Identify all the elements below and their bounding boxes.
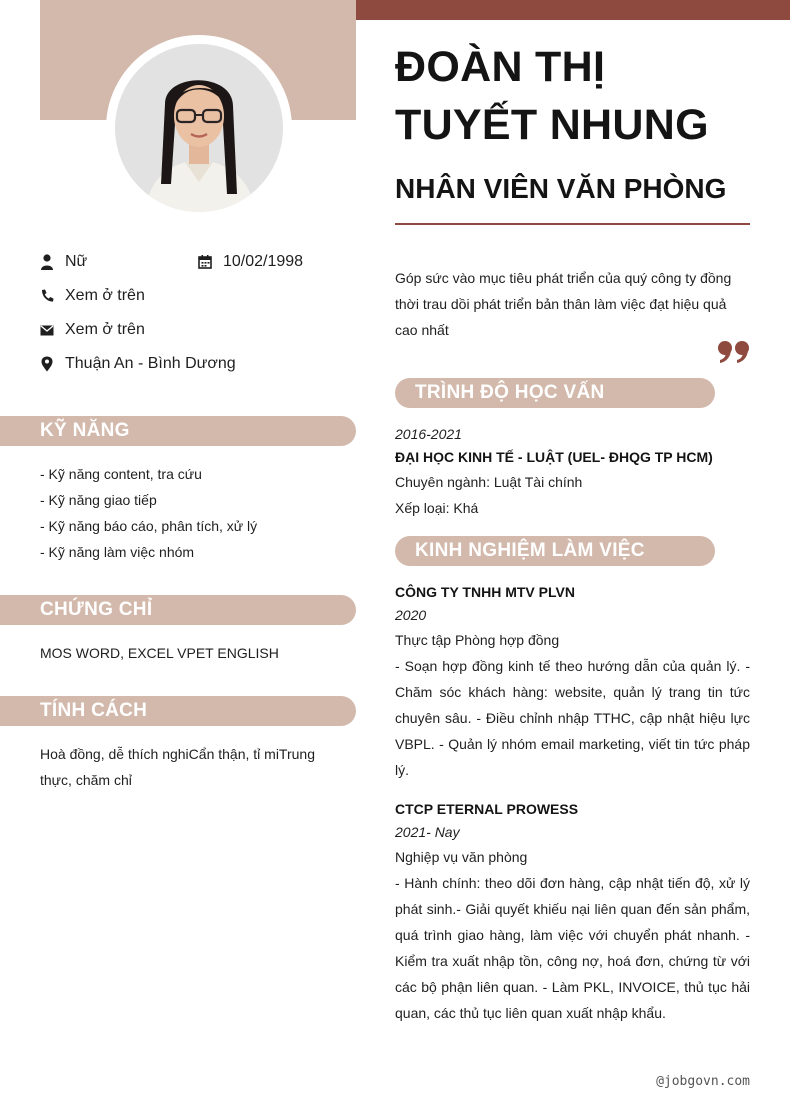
email-value: Xem ở trên xyxy=(65,321,145,338)
job-role: Thực tập Phòng hợp đồng xyxy=(395,632,560,648)
address-value: Thuận An - Bình Dương xyxy=(65,355,236,372)
education-major: Chuyên ngành: Luật Tài chính xyxy=(395,474,583,490)
personality-title: TÍNH CÁCH xyxy=(40,700,148,721)
skill-item: - Kỹ năng content, tra cứu xyxy=(40,466,202,482)
education-school: ĐẠI HỌC KINH TẾ - LUẬT (UEL- ĐHQG TP HCM) xyxy=(395,449,713,465)
job-description: - Soạn hợp đồng kinh tế theo hướng dẫn của quản lý. - Chăm sóc khách hàng: website, quản lý trang tin tức chuyên sâu. - Điều chỉnh nhập TTHC, cập nhật hiệu lực VBPL. - Quản lý nhóm email marketing, viết tin tức pháp lý. xyxy=(395,658,750,778)
education-period: 2016-2021 xyxy=(395,426,462,442)
education-grade: Xếp loại: Khá xyxy=(395,500,479,516)
skill-item: - Kỹ năng giao tiếp xyxy=(40,492,157,508)
watermark: @jobgovn.com xyxy=(656,1074,750,1089)
job-description: - Hành chính: theo dõi đơn hàng, cập nhật tiến độ, xử lý phát sinh.- Giải quyết khiếu nại liên quan đến sản phẩm, quá trình giao hàng, làm việc với chuyển phát nhanh. - Kiểm tra xuất nhập tồn, công nợ, hoá đơn, chứng từ với các bộ phận liên quan. - Làm PKL, INVOICE, thủ tục hải quan, các thủ tục liên quan xuất nhập khẩu. xyxy=(395,875,750,1021)
name-line-2: TUYẾT NHUNG xyxy=(395,101,709,149)
name-line-1: ĐOÀN THỊ xyxy=(395,43,606,91)
certificates-section-header xyxy=(0,595,356,625)
avatar xyxy=(106,35,292,221)
envelope-icon xyxy=(40,322,54,338)
skill-item: - Kỹ năng làm việc nhóm xyxy=(40,544,195,560)
experience-title: KINH NGHIỆM LÀM VIỆC xyxy=(415,540,645,561)
job-period: 2021- Nay xyxy=(395,824,460,840)
job-title: NHÂN VIÊN VĂN PHÒNG xyxy=(395,173,727,204)
skill-item: - Kỹ năng báo cáo, phân tích, xử lý xyxy=(40,518,258,534)
education-title: TRÌNH ĐỘ HỌC VẤN xyxy=(415,382,605,403)
job-company: CÔNG TY TNHH MTV PLVN xyxy=(395,584,575,600)
calendar-icon xyxy=(198,254,212,270)
title-divider xyxy=(395,223,750,225)
birthday-value: 10/02/1998 xyxy=(223,253,304,270)
full-name xyxy=(395,38,755,154)
job-period: 2020 xyxy=(395,607,427,623)
location-pin-icon xyxy=(40,356,54,372)
job-company: CTCP ETERNAL PROWESS xyxy=(395,801,579,817)
skills-section-header xyxy=(0,416,356,446)
experience-section-header xyxy=(395,536,715,566)
phone-icon xyxy=(40,288,54,304)
education-section-header xyxy=(395,378,715,408)
gender-value: Nữ xyxy=(65,253,88,270)
profile-photo xyxy=(115,44,283,212)
skills-list xyxy=(40,461,340,565)
certificates-text: MOS WORD, EXCEL VPET ENGLISH xyxy=(40,645,279,661)
skills-title: KỸ NĂNG xyxy=(40,420,130,441)
user-icon xyxy=(40,254,54,270)
personality-section-header xyxy=(0,696,356,726)
top-accent-bar xyxy=(356,0,790,20)
certificates-title: CHỨNG CHỈ xyxy=(40,599,153,620)
quote-icon xyxy=(717,340,751,364)
phone-value: Xem ở trên xyxy=(65,287,145,304)
job-role: Nghiệp vụ văn phòng xyxy=(395,849,528,865)
career-objective: Góp sức vào mục tiêu phát triển của quý công ty đồng thời trau dồi phát triển bản thân làm việc đạt hiệu quả cao nhất xyxy=(395,270,732,338)
personality-text: Hoà đồng, dễ thích nghiCẩn thận, tỉ miTrung thực, chăm chỉ xyxy=(40,746,315,788)
